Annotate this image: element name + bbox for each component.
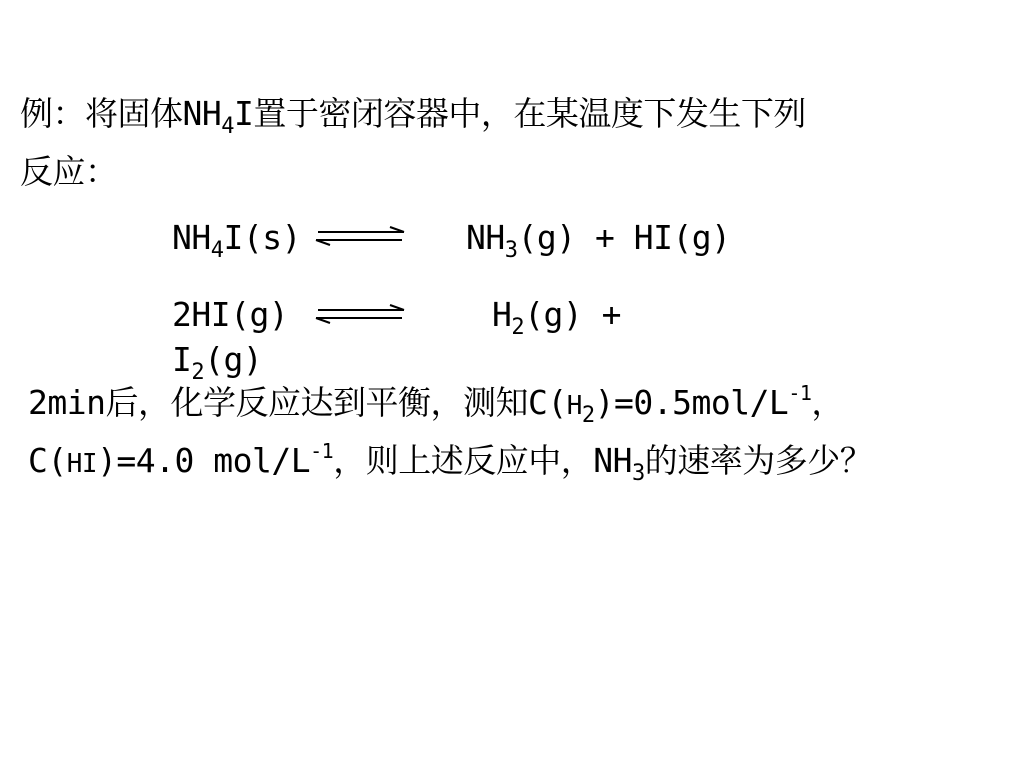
- intro-text-b: I置于密闭容器中，在某温度下发生下列: [234, 94, 806, 133]
- question-text: )=0.5mol/L: [594, 383, 789, 422]
- intro-text-a: 例：将固体NH: [20, 94, 222, 133]
- subscript: 2: [581, 403, 595, 428]
- formula-part: I(s): [223, 218, 301, 257]
- question-text: C(: [28, 441, 67, 480]
- subscript: 2: [511, 315, 525, 340]
- formula-part: NH: [466, 218, 505, 257]
- formula-part: (g) +: [524, 295, 621, 334]
- reaction-1-rhs: [466, 218, 731, 271]
- formula-part: (g): [204, 340, 263, 379]
- formula-part: 2HI(g): [172, 295, 289, 334]
- formula-part: (g) + HI(g): [517, 218, 731, 257]
- reaction-2-rhs: [492, 295, 621, 348]
- subscript: 4: [210, 238, 224, 263]
- question-text: 2min后，化学反应达到平衡，测知C(: [28, 383, 567, 422]
- superscript: -1: [310, 439, 334, 463]
- question-line-1: [28, 373, 844, 436]
- superscript: -1: [788, 381, 812, 405]
- intro-line-2: [20, 152, 118, 192]
- question-text: ，则上述反应中，NH: [333, 441, 632, 480]
- subscript: 3: [504, 238, 518, 263]
- reaction-2-lhs: [172, 295, 288, 335]
- formula-part: H: [566, 391, 582, 421]
- intro-text-c: 反应：: [20, 152, 118, 191]
- question-text: ，: [811, 383, 844, 422]
- formula-part: HI: [66, 449, 98, 479]
- question-line-2: [28, 431, 872, 494]
- formula-part: NH: [172, 218, 211, 257]
- reaction-1-lhs: [172, 218, 301, 271]
- question-text: )=4.0 mol/L: [97, 441, 311, 480]
- subscript: 2: [191, 360, 205, 385]
- subscript: 3: [631, 461, 645, 486]
- subscript: 4: [221, 114, 234, 139]
- intro-line-1: [20, 94, 806, 147]
- question-text: 的速率为多少？: [644, 441, 873, 480]
- formula-part: H: [492, 295, 512, 334]
- equilibrium-arrow-icon: [314, 302, 406, 326]
- formula-part: I: [172, 340, 192, 379]
- equilibrium-arrow-icon: [314, 224, 406, 248]
